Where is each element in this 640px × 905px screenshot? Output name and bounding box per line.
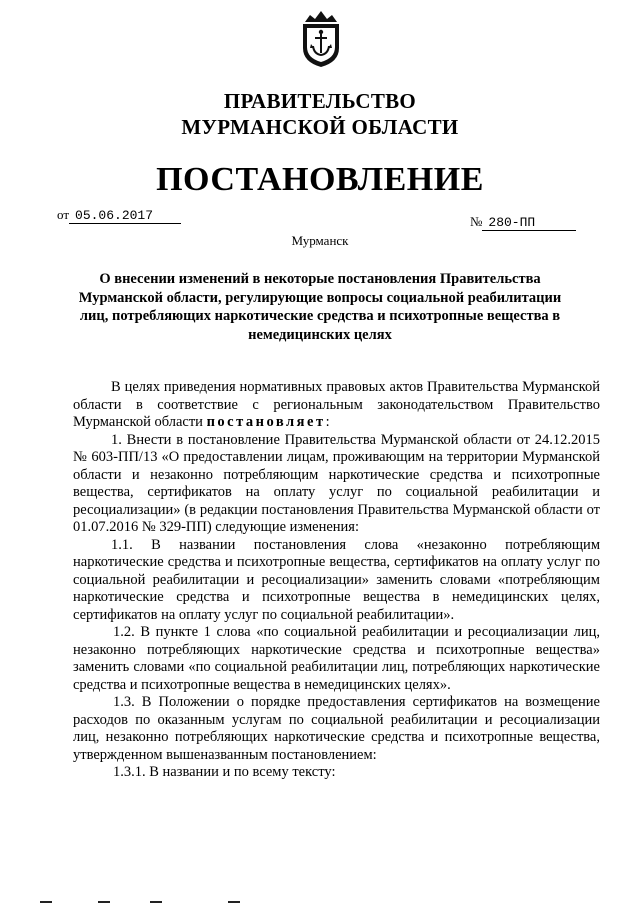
paragraph-1-2: 1.2. В пункте 1 слова «по социальной реабилитации и ресоциализации лиц, незаконно потребляющих наркотические средства и психотропные вещества» заменить словами «по социальной реабилитации лиц, потребляющих наркотические средства и психотропные вещества в немедицинских целях». <box>73 624 600 693</box>
organization-name <box>0 88 640 140</box>
footer-mark <box>228 901 240 903</box>
paragraph-1-3: 1.3. В Положении о порядке предоставления сертификатов на возмещение расходов по оказанным услугам по социальной реабилитации и ресоциализации лиц, незаконно потребляющих наркотические средства и психотропные вещества, утвержденном вышеназванным постановлением: <box>73 694 600 763</box>
preamble-text: В целях приведения нормативных правовых актов Правительства Мурманской области в соответствие с региональным законодательством Правительство Мурманской области <box>73 379 600 430</box>
footer-mark <box>40 901 52 903</box>
paragraph-preamble <box>73 379 600 432</box>
footer-mark <box>98 901 110 903</box>
date-prefix: от <box>57 207 70 222</box>
coat-of-arms-emblem <box>299 8 343 68</box>
document-title: О внесении изменений в некоторые постановления Правительства Мурманской области, регулирующие вопросы социальной реабилитации лиц, потребляющих наркотические средства и психотропные вещества в немедицинских целях <box>78 271 562 343</box>
footer-mark <box>150 901 162 903</box>
document-number: 280-ПП <box>482 215 576 231</box>
document-date: 05.06.2017 <box>69 208 181 224</box>
preamble-colon: : <box>325 414 330 430</box>
org-line-1: ПРАВИТЕЛЬСТВО <box>223 89 417 113</box>
document-body <box>73 379 600 782</box>
date-row <box>57 207 181 224</box>
org-line-2: МУРМАНСКОЙ ОБЛАСТИ <box>181 115 459 139</box>
paragraph-1-1: 1.1. В названии постановления слова «незаконно потребляющим наркотические средства и психотропные вещества, сертификатов на оплату услуг по социальной реабилитации и ресоциализации» заменить словами «потребляющим наркотические средства и психотропные вещества в немедицинских целях, сертификатов на оплату услуг по социальной реабилитации». <box>73 536 600 623</box>
number-prefix: № <box>470 214 483 229</box>
document-type: ПОСТАНОВЛЕНИЕ <box>156 161 484 198</box>
number-row <box>470 214 576 231</box>
preamble-decree-word: постановляет <box>206 414 326 430</box>
paragraph-1: 1. Внести в постановление Правительства Мурманской области от 24.12.2015 № 603-ПП/13 «О предоставлении лицам, проживающим на территории Мурманской области и незаконно потребляющим наркотические средства и психотропные вещества, сертификатов на оплату услуг по социальной реабилитации и ресоциализации» (в редакции постановления Правительства Мурманской области от 01.07.2016 № 329-ПП) следующие изменения: <box>73 431 600 535</box>
city: Мурманск <box>291 233 349 248</box>
paragraph-1-3-1: 1.3.1. В названии и по всему тексту: <box>113 764 336 780</box>
